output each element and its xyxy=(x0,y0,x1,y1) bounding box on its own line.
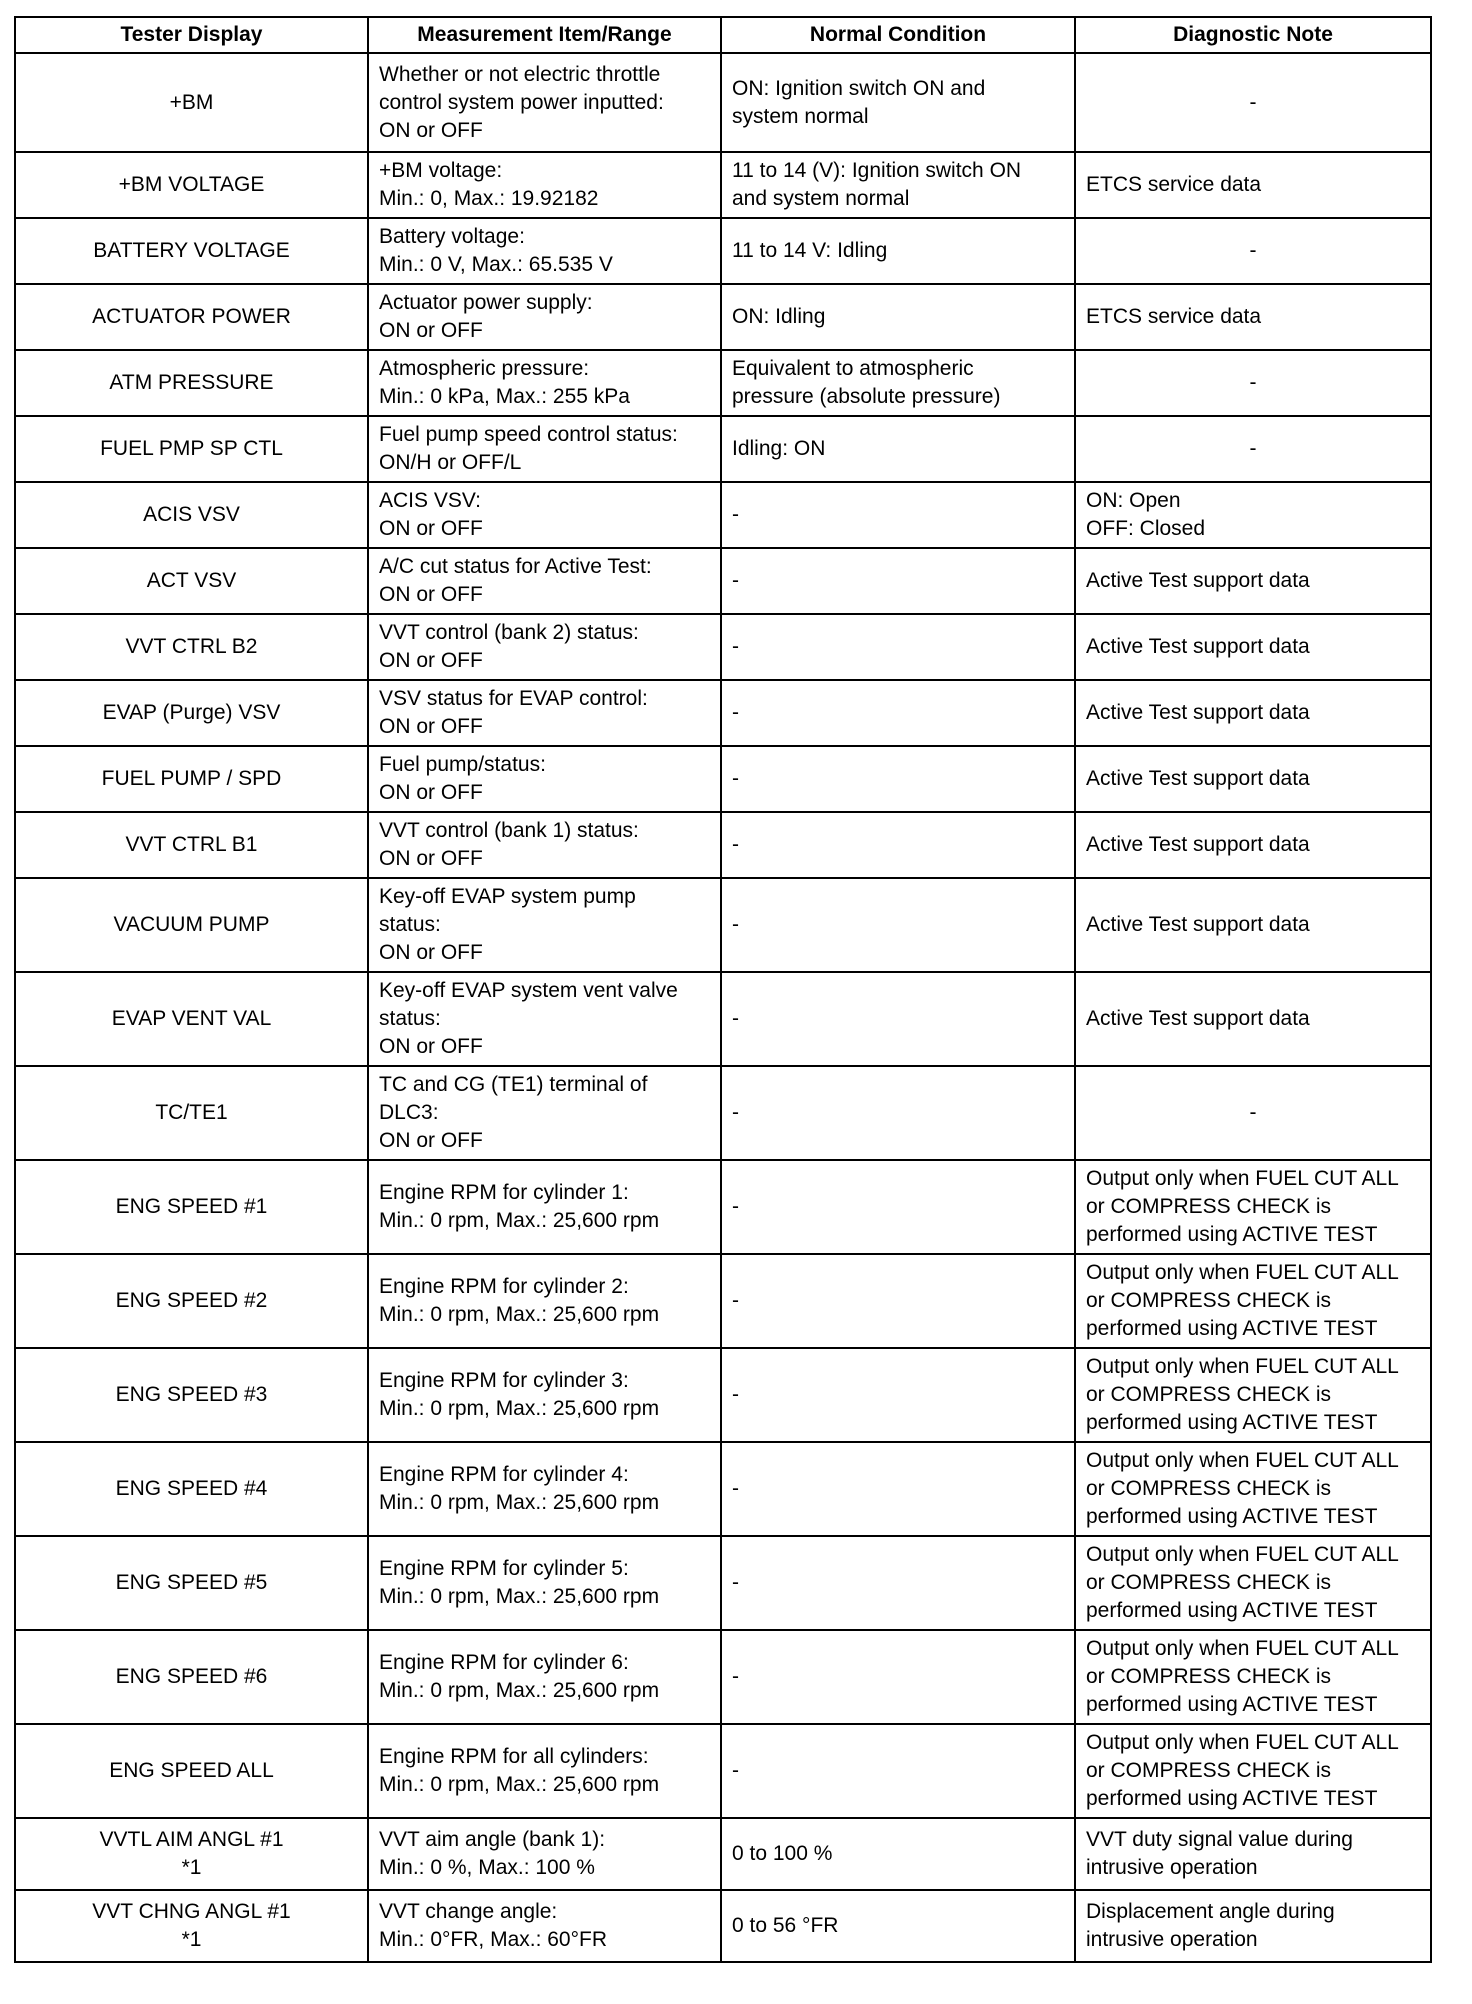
table-row xyxy=(15,482,1431,548)
cell-normal-condition: 0 to 100 % xyxy=(721,1818,1075,1890)
cell-measurement-item: Engine RPM for cylinder 4: Min.: 0 rpm, Max.: 25,600 rpm xyxy=(368,1442,721,1536)
table-row xyxy=(15,1536,1431,1630)
cell-tester-display: ENG SPEED #3 xyxy=(15,1348,368,1442)
cell-tester-display: EVAP VENT VAL xyxy=(15,972,368,1066)
cell-tester-display: FUEL PMP SP CTL xyxy=(15,416,368,482)
cell-measurement-item: VVT change angle: Min.: 0°FR, Max.: 60°FR xyxy=(368,1890,721,1962)
cell-tester-display: BATTERY VOLTAGE xyxy=(15,218,368,284)
cell-normal-condition: 11 to 14 V: Idling xyxy=(721,218,1075,284)
cell-diagnostic-note: Displacement angle during intrusive operation xyxy=(1075,1890,1431,1962)
parameter-table xyxy=(14,16,1432,1963)
cell-diagnostic-note: ETCS service data xyxy=(1075,284,1431,350)
table-row xyxy=(15,1630,1431,1724)
table-row xyxy=(15,1348,1431,1442)
cell-measurement-item: Engine RPM for cylinder 3: Min.: 0 rpm, Max.: 25,600 rpm xyxy=(368,1348,721,1442)
cell-normal-condition: ON: Idling xyxy=(721,284,1075,350)
cell-normal-condition: - xyxy=(721,1348,1075,1442)
cell-normal-condition: - xyxy=(721,482,1075,548)
cell-tester-display: ACTUATOR POWER xyxy=(15,284,368,350)
cell-measurement-item: VVT control (bank 1) status: ON or OFF xyxy=(368,812,721,878)
cell-normal-condition: - xyxy=(721,1442,1075,1536)
header-diagnostic-note: Diagnostic Note xyxy=(1075,17,1431,53)
table-row xyxy=(15,746,1431,812)
cell-tester-display: ATM PRESSURE xyxy=(15,350,368,416)
cell-normal-condition: Equivalent to atmospheric pressure (absolute pressure) xyxy=(721,350,1075,416)
cell-measurement-item: Fuel pump speed control status: ON/H or OFF/L xyxy=(368,416,721,482)
cell-tester-display: +BM xyxy=(15,53,368,152)
cell-tester-display: FUEL PUMP / SPD xyxy=(15,746,368,812)
table-row xyxy=(15,680,1431,746)
cell-normal-condition: - xyxy=(721,878,1075,972)
table-row xyxy=(15,614,1431,680)
cell-normal-condition: 0 to 56 °FR xyxy=(721,1890,1075,1962)
table-row xyxy=(15,416,1431,482)
cell-measurement-item: VSV status for EVAP control: ON or OFF xyxy=(368,680,721,746)
cell-normal-condition: 11 to 14 (V): Ignition switch ON and system normal xyxy=(721,152,1075,218)
cell-normal-condition: - xyxy=(721,614,1075,680)
cell-measurement-item: Actuator power supply: ON or OFF xyxy=(368,284,721,350)
cell-tester-display: VACUUM PUMP xyxy=(15,878,368,972)
cell-measurement-item: Key-off EVAP system pump status: ON or OFF xyxy=(368,878,721,972)
cell-normal-condition: - xyxy=(721,812,1075,878)
header-normal-condition: Normal Condition xyxy=(721,17,1075,53)
cell-normal-condition: - xyxy=(721,1724,1075,1818)
cell-diagnostic-note: Active Test support data xyxy=(1075,680,1431,746)
table-row xyxy=(15,878,1431,972)
table-row xyxy=(15,1066,1431,1160)
table-row xyxy=(15,1254,1431,1348)
cell-normal-condition: - xyxy=(721,680,1075,746)
cell-tester-display: ENG SPEED #1 xyxy=(15,1160,368,1254)
cell-normal-condition: - xyxy=(721,1160,1075,1254)
cell-tester-display: VVTL AIM ANGL #1 *1 xyxy=(15,1818,368,1890)
cell-diagnostic-note: Active Test support data xyxy=(1075,614,1431,680)
cell-tester-display: ENG SPEED #5 xyxy=(15,1536,368,1630)
table-row xyxy=(15,1890,1431,1962)
cell-diagnostic-note: - xyxy=(1075,416,1431,482)
table-row xyxy=(15,218,1431,284)
cell-measurement-item: Engine RPM for all cylinders: Min.: 0 rpm, Max.: 25,600 rpm xyxy=(368,1724,721,1818)
cell-measurement-item: Engine RPM for cylinder 6: Min.: 0 rpm, Max.: 25,600 rpm xyxy=(368,1630,721,1724)
table-row xyxy=(15,1442,1431,1536)
cell-diagnostic-note: Output only when FUEL CUT ALL or COMPRESS CHECK is performed using ACTIVE TEST xyxy=(1075,1254,1431,1348)
cell-diagnostic-note: - xyxy=(1075,1066,1431,1160)
table-row xyxy=(15,284,1431,350)
cell-normal-condition: - xyxy=(721,746,1075,812)
table-header-row xyxy=(15,17,1431,53)
table-row xyxy=(15,350,1431,416)
cell-diagnostic-note: Active Test support data xyxy=(1075,812,1431,878)
cell-measurement-item: Fuel pump/status: ON or OFF xyxy=(368,746,721,812)
cell-tester-display: ENG SPEED #4 xyxy=(15,1442,368,1536)
table-row xyxy=(15,152,1431,218)
cell-measurement-item: VVT aim angle (bank 1): Min.: 0 %, Max.: 100 % xyxy=(368,1818,721,1890)
cell-measurement-item: VVT control (bank 2) status: ON or OFF xyxy=(368,614,721,680)
table-row xyxy=(15,1160,1431,1254)
cell-measurement-item: Engine RPM for cylinder 1: Min.: 0 rpm, Max.: 25,600 rpm xyxy=(368,1160,721,1254)
cell-diagnostic-note: - xyxy=(1075,350,1431,416)
header-measurement-item: Measurement Item/Range xyxy=(368,17,721,53)
cell-tester-display: +BM VOLTAGE xyxy=(15,152,368,218)
cell-diagnostic-note: Output only when FUEL CUT ALL or COMPRESS CHECK is performed using ACTIVE TEST xyxy=(1075,1724,1431,1818)
table-row xyxy=(15,1818,1431,1890)
cell-tester-display: ENG SPEED ALL xyxy=(15,1724,368,1818)
cell-tester-display: EVAP (Purge) VSV xyxy=(15,680,368,746)
cell-normal-condition: - xyxy=(721,548,1075,614)
cell-measurement-item: Key-off EVAP system vent valve status: ON or OFF xyxy=(368,972,721,1066)
cell-normal-condition: Idling: ON xyxy=(721,416,1075,482)
cell-diagnostic-note: Output only when FUEL CUT ALL or COMPRESS CHECK is performed using ACTIVE TEST xyxy=(1075,1442,1431,1536)
cell-diagnostic-note: ETCS service data xyxy=(1075,152,1431,218)
cell-tester-display: ACT VSV xyxy=(15,548,368,614)
cell-tester-display: TC/TE1 xyxy=(15,1066,368,1160)
cell-measurement-item: Atmospheric pressure: Min.: 0 kPa, Max.: 255 kPa xyxy=(368,350,721,416)
cell-measurement-item: TC and CG (TE1) terminal of DLC3: ON or OFF xyxy=(368,1066,721,1160)
cell-tester-display: VVT CTRL B1 xyxy=(15,812,368,878)
cell-diagnostic-note: Active Test support data xyxy=(1075,746,1431,812)
cell-normal-condition: - xyxy=(721,1536,1075,1630)
cell-normal-condition: ON: Ignition switch ON and system normal xyxy=(721,53,1075,152)
cell-diagnostic-note: Output only when FUEL CUT ALL or COMPRESS CHECK is performed using ACTIVE TEST xyxy=(1075,1536,1431,1630)
cell-diagnostic-note: VVT duty signal value during intrusive operation xyxy=(1075,1818,1431,1890)
cell-measurement-item: Battery voltage: Min.: 0 V, Max.: 65.535 V xyxy=(368,218,721,284)
cell-normal-condition: - xyxy=(721,1630,1075,1724)
header-tester-display: Tester Display xyxy=(15,17,368,53)
cell-normal-condition: - xyxy=(721,1066,1075,1160)
cell-diagnostic-note: Output only when FUEL CUT ALL or COMPRESS CHECK is performed using ACTIVE TEST xyxy=(1075,1348,1431,1442)
cell-diagnostic-note: Output only when FUEL CUT ALL or COMPRESS CHECK is performed using ACTIVE TEST xyxy=(1075,1160,1431,1254)
cell-measurement-item: ACIS VSV: ON or OFF xyxy=(368,482,721,548)
cell-diagnostic-note: Output only when FUEL CUT ALL or COMPRESS CHECK is performed using ACTIVE TEST xyxy=(1075,1630,1431,1724)
cell-measurement-item: +BM voltage: Min.: 0, Max.: 19.92182 xyxy=(368,152,721,218)
cell-tester-display: VVT CTRL B2 xyxy=(15,614,368,680)
cell-diagnostic-note: - xyxy=(1075,53,1431,152)
table-row xyxy=(15,548,1431,614)
table-row xyxy=(15,972,1431,1066)
cell-measurement-item: Engine RPM for cylinder 2: Min.: 0 rpm, Max.: 25,600 rpm xyxy=(368,1254,721,1348)
table-row xyxy=(15,1724,1431,1818)
table-row xyxy=(15,53,1431,152)
cell-measurement-item: Whether or not electric throttle control system power inputted: ON or OFF xyxy=(368,53,721,152)
cell-tester-display: ACIS VSV xyxy=(15,482,368,548)
cell-diagnostic-note: Active Test support data xyxy=(1075,878,1431,972)
cell-diagnostic-note: Active Test support data xyxy=(1075,972,1431,1066)
cell-tester-display: ENG SPEED #6 xyxy=(15,1630,368,1724)
cell-measurement-item: Engine RPM for cylinder 5: Min.: 0 rpm, Max.: 25,600 rpm xyxy=(368,1536,721,1630)
cell-diagnostic-note: - xyxy=(1075,218,1431,284)
cell-tester-display: ENG SPEED #2 xyxy=(15,1254,368,1348)
cell-diagnostic-note: Active Test support data xyxy=(1075,548,1431,614)
cell-diagnostic-note: ON: Open OFF: Closed xyxy=(1075,482,1431,548)
cell-measurement-item: A/C cut status for Active Test: ON or OFF xyxy=(368,548,721,614)
table-row xyxy=(15,812,1431,878)
cell-tester-display: VVT CHNG ANGL #1 *1 xyxy=(15,1890,368,1962)
cell-normal-condition: - xyxy=(721,1254,1075,1348)
cell-normal-condition: - xyxy=(721,972,1075,1066)
